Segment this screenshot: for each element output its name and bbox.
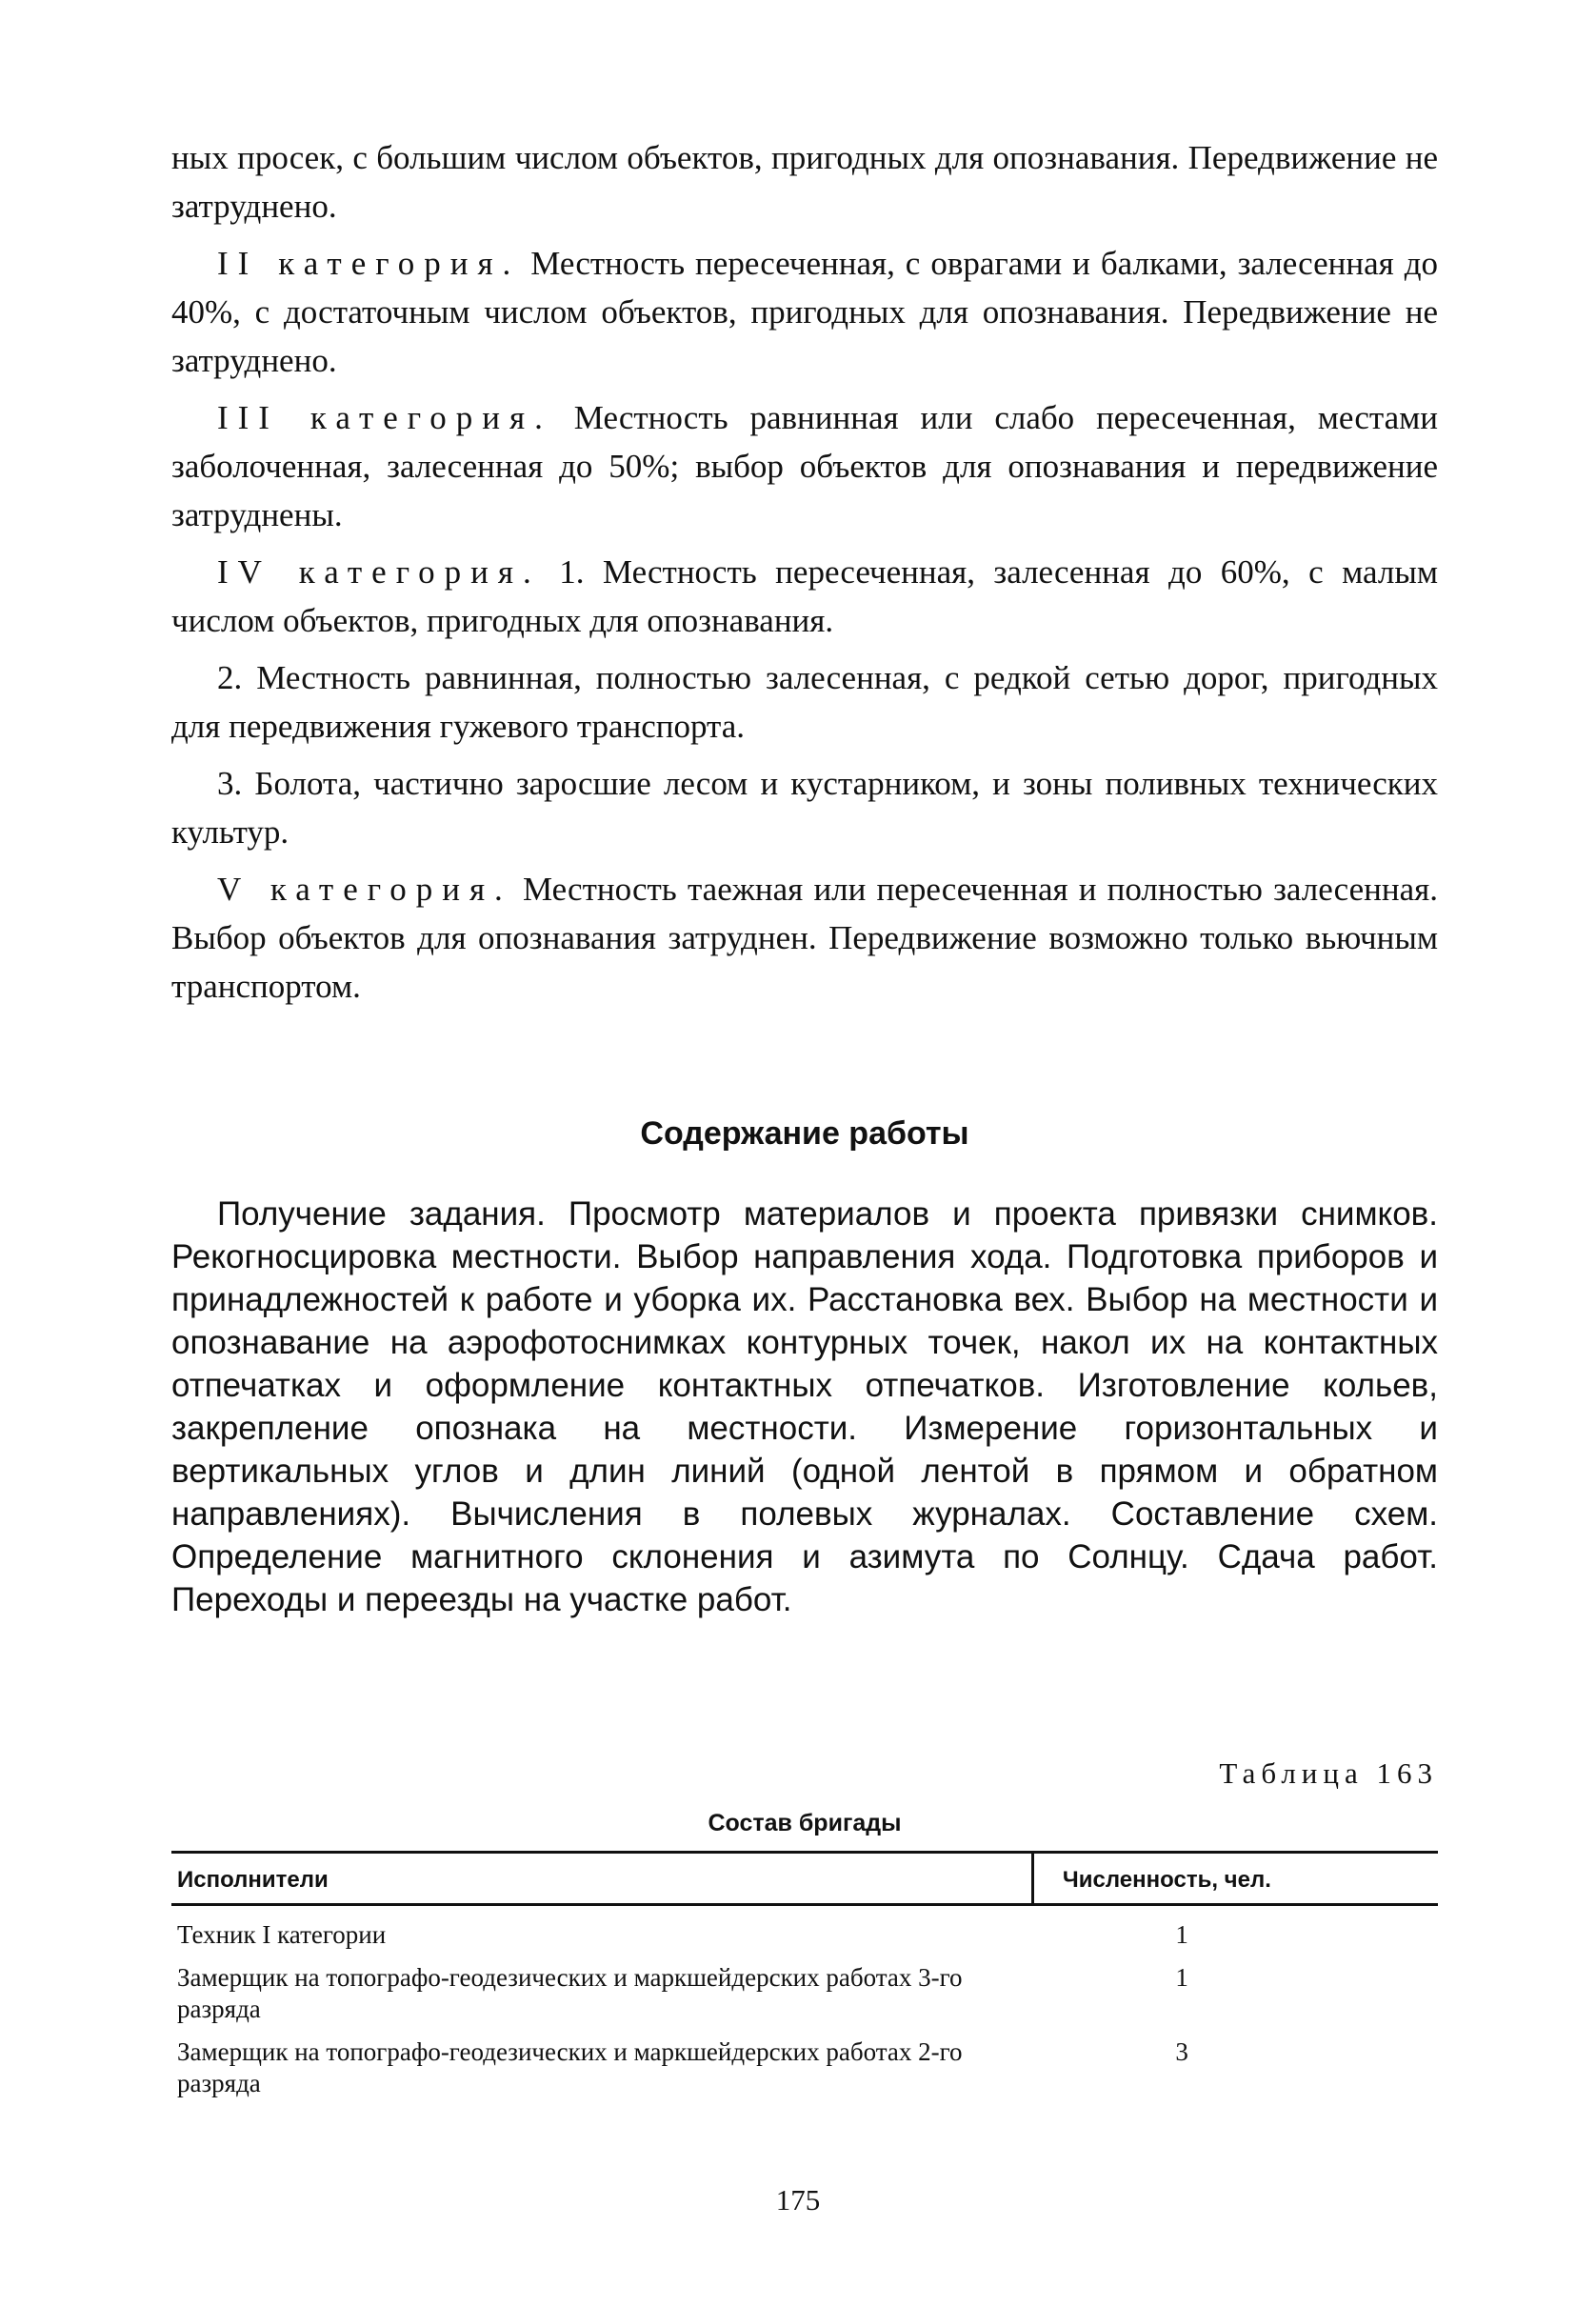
table-caption: Таблица 163 xyxy=(1219,1756,1438,1790)
category-5-text: Местность таежная или пересеченная и полностью залесенная. Выбор объектов для опознавания затруднен. Передвижение возможно только вьючным транспортом. xyxy=(171,871,1438,1005)
category-4-item-3: 3. Болота, частично заросшие лесом и кустарником, и зоны поливных технических культур. xyxy=(171,765,1438,851)
category-4-text: 1. Местность пересеченная, залесенная до 60%, с малым числом объектов, пригодных для опознавания. xyxy=(171,553,1439,639)
header-performers: Исполнители xyxy=(171,1853,1032,1905)
category-3-paragraph xyxy=(171,393,1438,539)
page-content xyxy=(171,133,1438,2107)
brigade-table xyxy=(171,1851,1438,2107)
table-row xyxy=(171,2033,1438,2107)
category-4-item-2: 2. Местность равнинная, полностью залесенная, с редкой сетью дорог, пригодных для передвижения гужевого транспорта. xyxy=(171,659,1438,745)
count-cell: 3 xyxy=(1175,2037,1188,2066)
category-5-paragraph xyxy=(171,865,1438,1011)
section-heading: Содержание работы xyxy=(640,1115,969,1152)
category-2-text: Местность пересеченная, с оврагами и балками, залесенная до 40%, с достаточным числом объектов, пригодных для опознавания. Передвижение не затруднено. xyxy=(171,245,1438,379)
category-4-label: IV категория. xyxy=(217,553,541,591)
performer-cell: Техник I категории xyxy=(177,1920,387,1949)
category-2-paragraph xyxy=(171,239,1438,385)
category-4-paragraph xyxy=(171,548,1438,645)
page-number: 175 xyxy=(775,2183,821,2217)
paragraph-text: ных просек, с большим числом объектов, пригодных для опознавания. Передвижение не затруднено. xyxy=(171,139,1438,225)
paragraph-continuation xyxy=(171,133,1438,231)
table-row xyxy=(171,1958,1438,2033)
work-description: Получение задания. Просмотр материалов и проекта привязки снимков. Рекогносцировка местности. Выбор направления хода. Подготовка приборов и принадлежностей к работе и уборка их. Расстановка вех. Выбор на местности и опознавание на аэрофотоснимках контурных точек, накол их на контактных отпечатках и оформление контактных отпечатков. Изготовление кольев, закрепление опознака на местности. Измерение горизонтальных и вертикальных углов и длин линий (одной лентой в прямом и обратном направлениях). Вычисления в полевых журналах. Составление схем. Определение магнитного склонения и азимута по Солнцу. Сдача работ. Переходы и переезды на участке работ. xyxy=(171,1195,1438,1618)
table-row xyxy=(171,1905,1438,1959)
count-cell: 1 xyxy=(1175,1920,1188,1949)
category-3-label: III категория. xyxy=(217,399,552,436)
table-title: Состав бригады xyxy=(708,1810,902,1836)
category-3-text: Местность равнинная или слабо пересеченная, местами заболоченная, залесенная до 50%; выбор объектов для опознавания и передвижение затруднены. xyxy=(171,399,1438,533)
performer-cell: Замерщик на топографо-геодезических и маркшейдерских работах 2-го разряда xyxy=(177,2037,963,2097)
performer-cell: Замерщик на топографо-геодезических и маркшейдерских работах 3-го разряда xyxy=(177,1963,963,2023)
table-header-row xyxy=(171,1853,1438,1905)
header-count: Численность, чел. xyxy=(1032,1853,1438,1905)
category-5-label: V категория. xyxy=(217,871,512,908)
count-cell: 1 xyxy=(1175,1963,1188,1992)
category-2-label: II категория. xyxy=(217,245,521,282)
